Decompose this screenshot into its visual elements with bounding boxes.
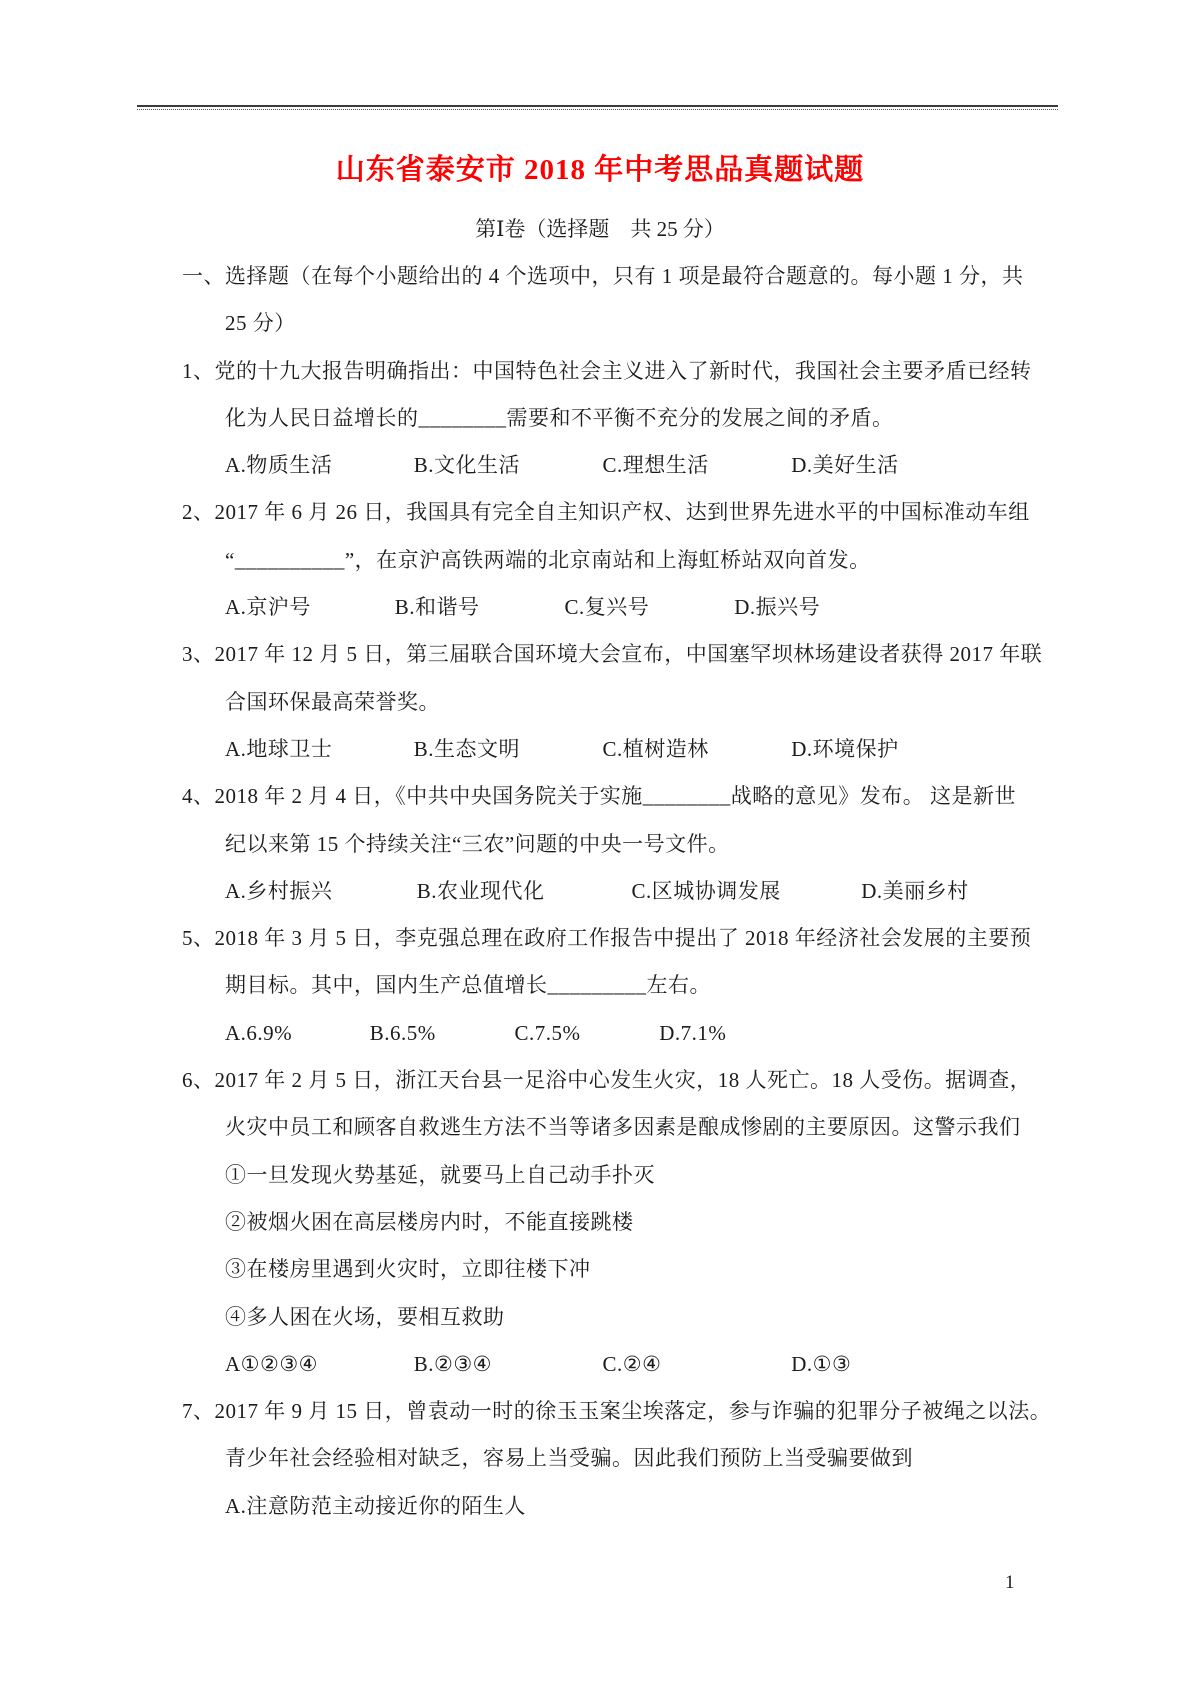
question-5-line: 5、2018 年 3 月 5 日，李克强总理在政府工作报告中提出了 2018 年经济社会发展的主要预 — [182, 926, 1032, 951]
question-7-option-a: A.注意防范主动接近你的陌生人 — [225, 1493, 526, 1518]
option-d: D.美丽乡村 — [861, 878, 969, 903]
option-d: D.振兴号 — [734, 595, 821, 620]
option-b: B.6.5% — [369, 1020, 436, 1045]
option-a: A.物质生活 — [225, 453, 333, 478]
option-d: D.7.1% — [659, 1020, 727, 1045]
question-6-statement-4: ④多人困在火场，要相互救助 — [225, 1304, 505, 1329]
question-2-options — [182, 584, 1062, 631]
page-number: 1 — [1005, 1572, 1015, 1593]
option-c: C.理想生活 — [602, 453, 709, 478]
question-6-options — [182, 1341, 1062, 1388]
option-c: C.复兴号 — [564, 595, 650, 620]
option-c: C.7.5% — [514, 1020, 581, 1045]
section-subtitle: 第Ⅰ卷（选择题 共 25 分） — [475, 217, 725, 241]
option-a: A.地球卫士 — [225, 736, 333, 761]
question-3-line: 3、2017 年 12 月 5 日，第三届联合国环境大会宣布，中国塞罕坝林场建设者获得 2017 年联 — [182, 642, 1043, 667]
question-6-line: 6、2017 年 2 月 5 日，浙江天台县一足浴中心发生火灾，18 人死亡。18 人受伤。据调查， — [182, 1068, 1032, 1093]
option-a: A.京沪号 — [225, 595, 311, 620]
option-b: B.文化生活 — [413, 453, 521, 478]
question-5-line: 期目标。其中，国内生产总值增长_________左右。 — [225, 973, 711, 998]
question-4-line: 4、2018 年 2 月 4 日，《中共中央国务院关于实施________战略的意见》发布。 这是新世 — [182, 784, 1016, 809]
question-6-statement-2: ②被烟火困在高层楼房内时，不能直接跳楼 — [225, 1209, 634, 1234]
question-1-options — [182, 442, 1062, 489]
question-1-line: 化为人民日益增长的________需要和不平衡不充分的发展之间的矛盾。 — [225, 405, 894, 430]
question-6-statement-1: ①一旦发现火势基延，就要马上自己动手扑灭 — [225, 1162, 655, 1187]
option-c: C.区城协调发展 — [631, 878, 781, 903]
question-3-line: 合国环保最高荣誉奖。 — [225, 689, 440, 714]
page-title: 山东省泰安市 2018 年中考思品真题试题 — [335, 154, 865, 186]
option-a: A.6.9% — [225, 1020, 293, 1045]
question-2-line: “__________”，在京沪高铁两端的北京南站和上海虹桥站双向首发。 — [225, 547, 871, 572]
document-body — [182, 253, 1062, 1530]
section-instruction-line: 一、选择题（在每个小题给出的 4 个选项中，只有 1 项是最符合题意的。每小题 1 分，共 — [182, 264, 1024, 288]
option-d: D.美好生活 — [791, 453, 899, 478]
option-c: C.②④ — [602, 1351, 662, 1376]
option-d: D.环境保护 — [791, 736, 899, 761]
option-c: C.植树造林 — [602, 736, 709, 761]
option-b: B.生态文明 — [413, 736, 521, 761]
question-6-line: 火灾中员工和顾客自救逃生方法不当等诸多因素是酿成惨剧的主要原因。这警示我们 — [225, 1115, 1021, 1140]
question-4-line: 纪以来第 15 个持续关注“三农”问题的中央一号文件。 — [225, 831, 730, 856]
option-a: A.乡村振兴 — [225, 878, 333, 903]
question-6-statement-3: ③在楼房里遇到火灾时，立即往楼下冲 — [225, 1257, 591, 1282]
option-d: D.①③ — [791, 1351, 852, 1376]
question-3-options — [182, 726, 1062, 773]
option-b: B.农业现代化 — [416, 878, 545, 903]
header-rule — [137, 105, 1058, 110]
question-2-line: 2、2017 年 6 月 26 日，我国具有完全自主知识产权、达到世界先进水平的中国标准动车组 — [182, 500, 1030, 525]
option-b: B.和谐号 — [394, 595, 480, 620]
question-4-options — [182, 868, 1062, 915]
question-5-options — [182, 1010, 1062, 1057]
option-b: B.②③④ — [413, 1351, 492, 1376]
section-instruction-line: 25 分） — [225, 311, 296, 336]
option-a: A①②③④ — [225, 1351, 318, 1376]
question-1-line: 1、党的十九大报告明确指出：中国特色社会主义进入了新时代，我国社会主要矛盾已经转 — [182, 358, 1032, 383]
question-7-line: 7、2017 年 9 月 15 日，曾袁动一时的徐玉玉案尘埃落定，参与诈骗的犯罪分子被绳之以法。 — [182, 1399, 1052, 1424]
question-7-line: 青少年社会经验相对缺乏，容易上当受骗。因此我们预防上当受骗要做到 — [225, 1446, 913, 1471]
